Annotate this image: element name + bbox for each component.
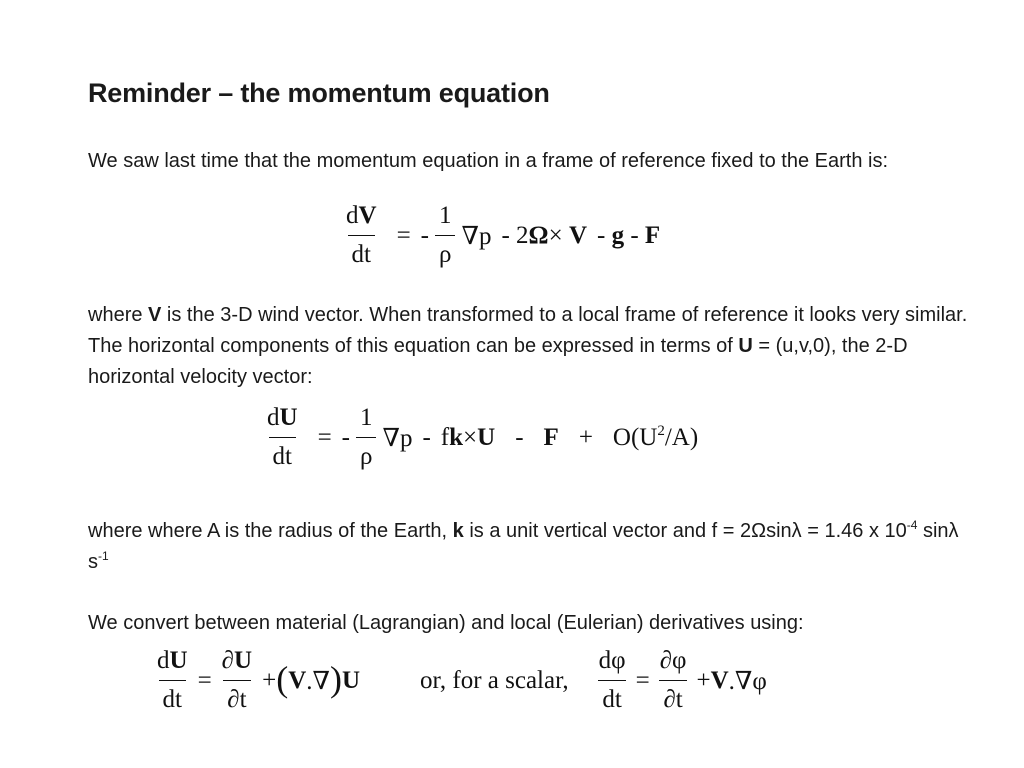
- pressure-gradient: ∇p: [461, 222, 492, 250]
- equation-momentum-horizontal: $\frac{dU}{dt}$ = - $\frac{1}{\rho}$ ∇p - fk×U - F + $O(U^2/A)$: [257, 405, 698, 470]
- minus-sign: -: [420, 221, 429, 249]
- lhs-fraction: $\frac{dU}{dt}$: [267, 404, 298, 470]
- friction-term: F: [543, 423, 559, 451]
- slide-title: Reminder – the momentum equation: [88, 78, 550, 108]
- gravity-term: g: [611, 221, 625, 249]
- equals-sign: =: [396, 221, 411, 249]
- equation-material-derivative: $\frac{dU}{dt}$ = $\frac{\partial U}{\partial t}$ + ( V .∇ ) U or, for a scalar, $\frac{d\varphi}{dt}$ = $\frac{\partial\varphi}{\partial t}$ + V .∇φ: [147, 648, 767, 713]
- scalar-connector-text: or, for a scalar,: [420, 666, 569, 694]
- partial-derivative-phi: $\frac{\partial\varphi}{\partial t}$: [659, 647, 687, 713]
- paragraph-wind-vector: where V is the 3-D wind vector. When transformed to a local frame of reference it looks very similar. The horizontal components of this equation can be expressed in terms of U = (u,v,0), the 2-D horizontal velocity vector:: [88, 304, 968, 388]
- coriolis-term: - 2Ω× V: [501, 221, 587, 249]
- friction-term: F: [644, 221, 661, 249]
- paragraph-coriolis-definition: where where A is the radius of the Earth, k is a unit vertical vector and f = 2Ωsinλ = 1.46 x $10^{-4}$ sinλ $s^{-1}$: [88, 518, 959, 573]
- material-derivative-U: $\frac{dU}{dt}$: [157, 647, 188, 713]
- partial-derivative-U: $\frac{\partial U}{\partial t}$: [221, 647, 253, 713]
- lhs-fraction: $\frac{dV}{dt}$: [346, 202, 377, 268]
- pressure-gradient: ∇p: [382, 424, 413, 452]
- material-derivative-phi: $\frac{d\varphi}{dt}$: [598, 647, 626, 713]
- paragraph-intro: We saw last time that the momentum equation in a frame of reference fixed to the Earth is:: [88, 150, 889, 172]
- equation-momentum-earth-frame: $\frac{dV}{dt}$ = - $\frac{1}{\rho}$ ∇p - 2Ω× V - g - F: [336, 203, 660, 268]
- inverse-density-fraction: $\frac{1}{\rho}$: [356, 405, 377, 470]
- coriolis-term: fk×U: [440, 423, 496, 451]
- order-term: $O(U^2/A)$: [612, 422, 699, 451]
- paragraph-derivatives: We convert between material (Lagrangian) and local (Eulerian) derivatives using:: [88, 612, 804, 634]
- inverse-density-fraction: $\frac{1}{\rho}$: [435, 203, 456, 268]
